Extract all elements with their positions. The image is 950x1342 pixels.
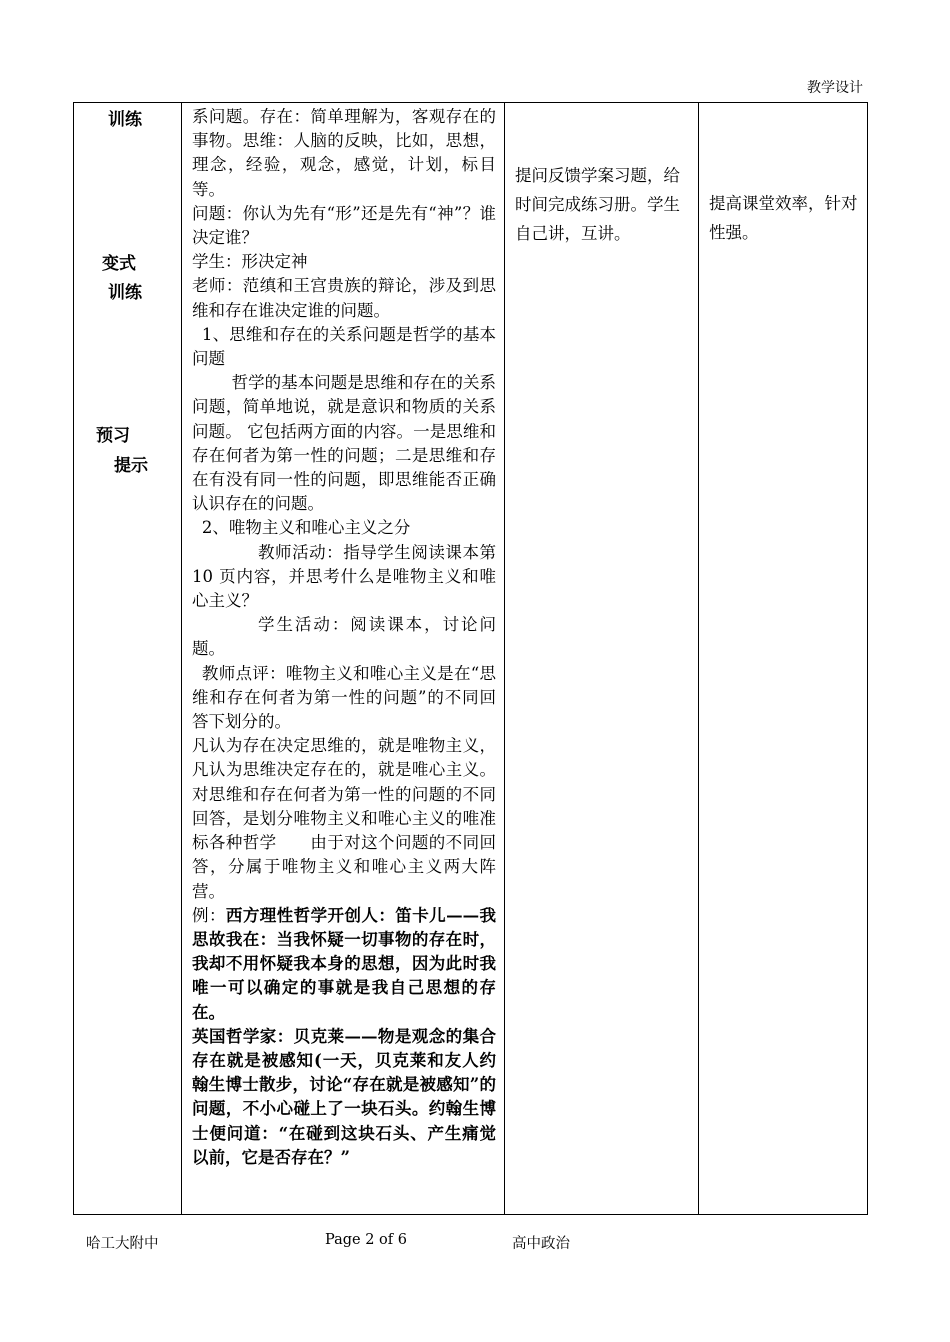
content-heading: 2、唯物主义和唯心主义之分: [201, 518, 411, 538]
content-paragraph: 凡认为存在决定思维的，就是唯物主义，凡认为思维决定存在的，就是唯心主义。对思维和存在何者为第一性的问题的不同回答，是划分唯物主义和唯心主义的唯准标各种哲学 由于对这个问题的不同回答，分属于唯物主义和唯心主义两大阵营。: [192, 736, 496, 901]
content-paragraph: 教师点评：唯物主义和唯心主义是在“思维和存在何者为第一性的问题”的不同回答下划分的。: [192, 663, 496, 732]
content-cell: [182, 103, 513, 1215]
label-variant-2: 训练: [108, 283, 142, 303]
content-paragraph: 老师：范缜和王宫贵族的辩论，涉及到思维和存在谁决定谁的问题。: [192, 276, 496, 320]
content-heading: 1、思维和存在的关系问题是哲学的基本问题: [192, 324, 496, 369]
label-preview-1: 预习: [96, 426, 130, 446]
example-text: 西方理性哲学开创人：笛卡儿——我思故我在：当我怀疑一切事物的存在时，我却不用怀疑我本身的思想，因为此时我唯一可以确定的事就是我自己思想的存在。: [192, 905, 496, 1022]
purpose-cell: [699, 103, 868, 1215]
footer-subject: 高中政治: [512, 1236, 570, 1252]
content-paragraph: 教师活动：指导学生阅读课本第 10 页内容，并思考什么是唯物主义和唯心主义？: [192, 542, 496, 611]
content-paragraph: 问题：你认为先有“形”还是先有“神”？谁决定谁？: [192, 203, 496, 248]
label-preview-2: 提示: [114, 456, 148, 476]
activity-cell: [505, 103, 699, 1215]
content-paragraph: 学生：形决定神: [192, 252, 308, 272]
header-doc-type: 教学设计: [807, 80, 863, 96]
content-paragraph: 学生活动：阅读课本，讨论问题。: [192, 615, 496, 659]
content-paragraph: 哲学的基本问题是思维和存在的关系问题，简单地说，就是意识和物质的关系问题。 它包括两方面的内容。一是思维和存在何者为第一性的问题；二是思维和存在有没有同一性的问题，即思维能否正确认识存在的问题。: [192, 373, 496, 514]
content-body: [182, 103, 513, 1170]
label-training: 训练: [108, 110, 142, 130]
label-variant-1: 变式: [102, 254, 136, 274]
example-prefix: 例：: [192, 905, 226, 925]
footer-school: 哈工大附中: [86, 1236, 159, 1252]
label-cell: [74, 103, 182, 1215]
example-paragraph-1: [192, 904, 496, 1025]
content-paragraph: 系问题。存在：简单理解为，客观存在的事物。思维：人脑的反映，比如，思想，理念，经验，观念，感觉，计划，标目 等。: [192, 107, 513, 199]
purpose-text: 提高课堂效率，针对性强。: [709, 194, 858, 242]
footer-page-number: Page 2 of 6: [325, 1232, 407, 1248]
activity-text: 提问反馈学案习题，给时间完成练习册。学生自己讲，互讲。: [515, 166, 680, 243]
example-paragraph-2: 英国哲学家：贝克莱——物是观念的集合 存在就是被感知(一天，贝克莱和友人约翰生博士散步，讨论“存在就是被感知”的问题，不小心碰上了一块石头。约翰生博士便问道：“在碰到这块石头、产生痛觉以前，它是否存在？”: [192, 1026, 496, 1167]
lesson-table: [73, 102, 868, 1215]
